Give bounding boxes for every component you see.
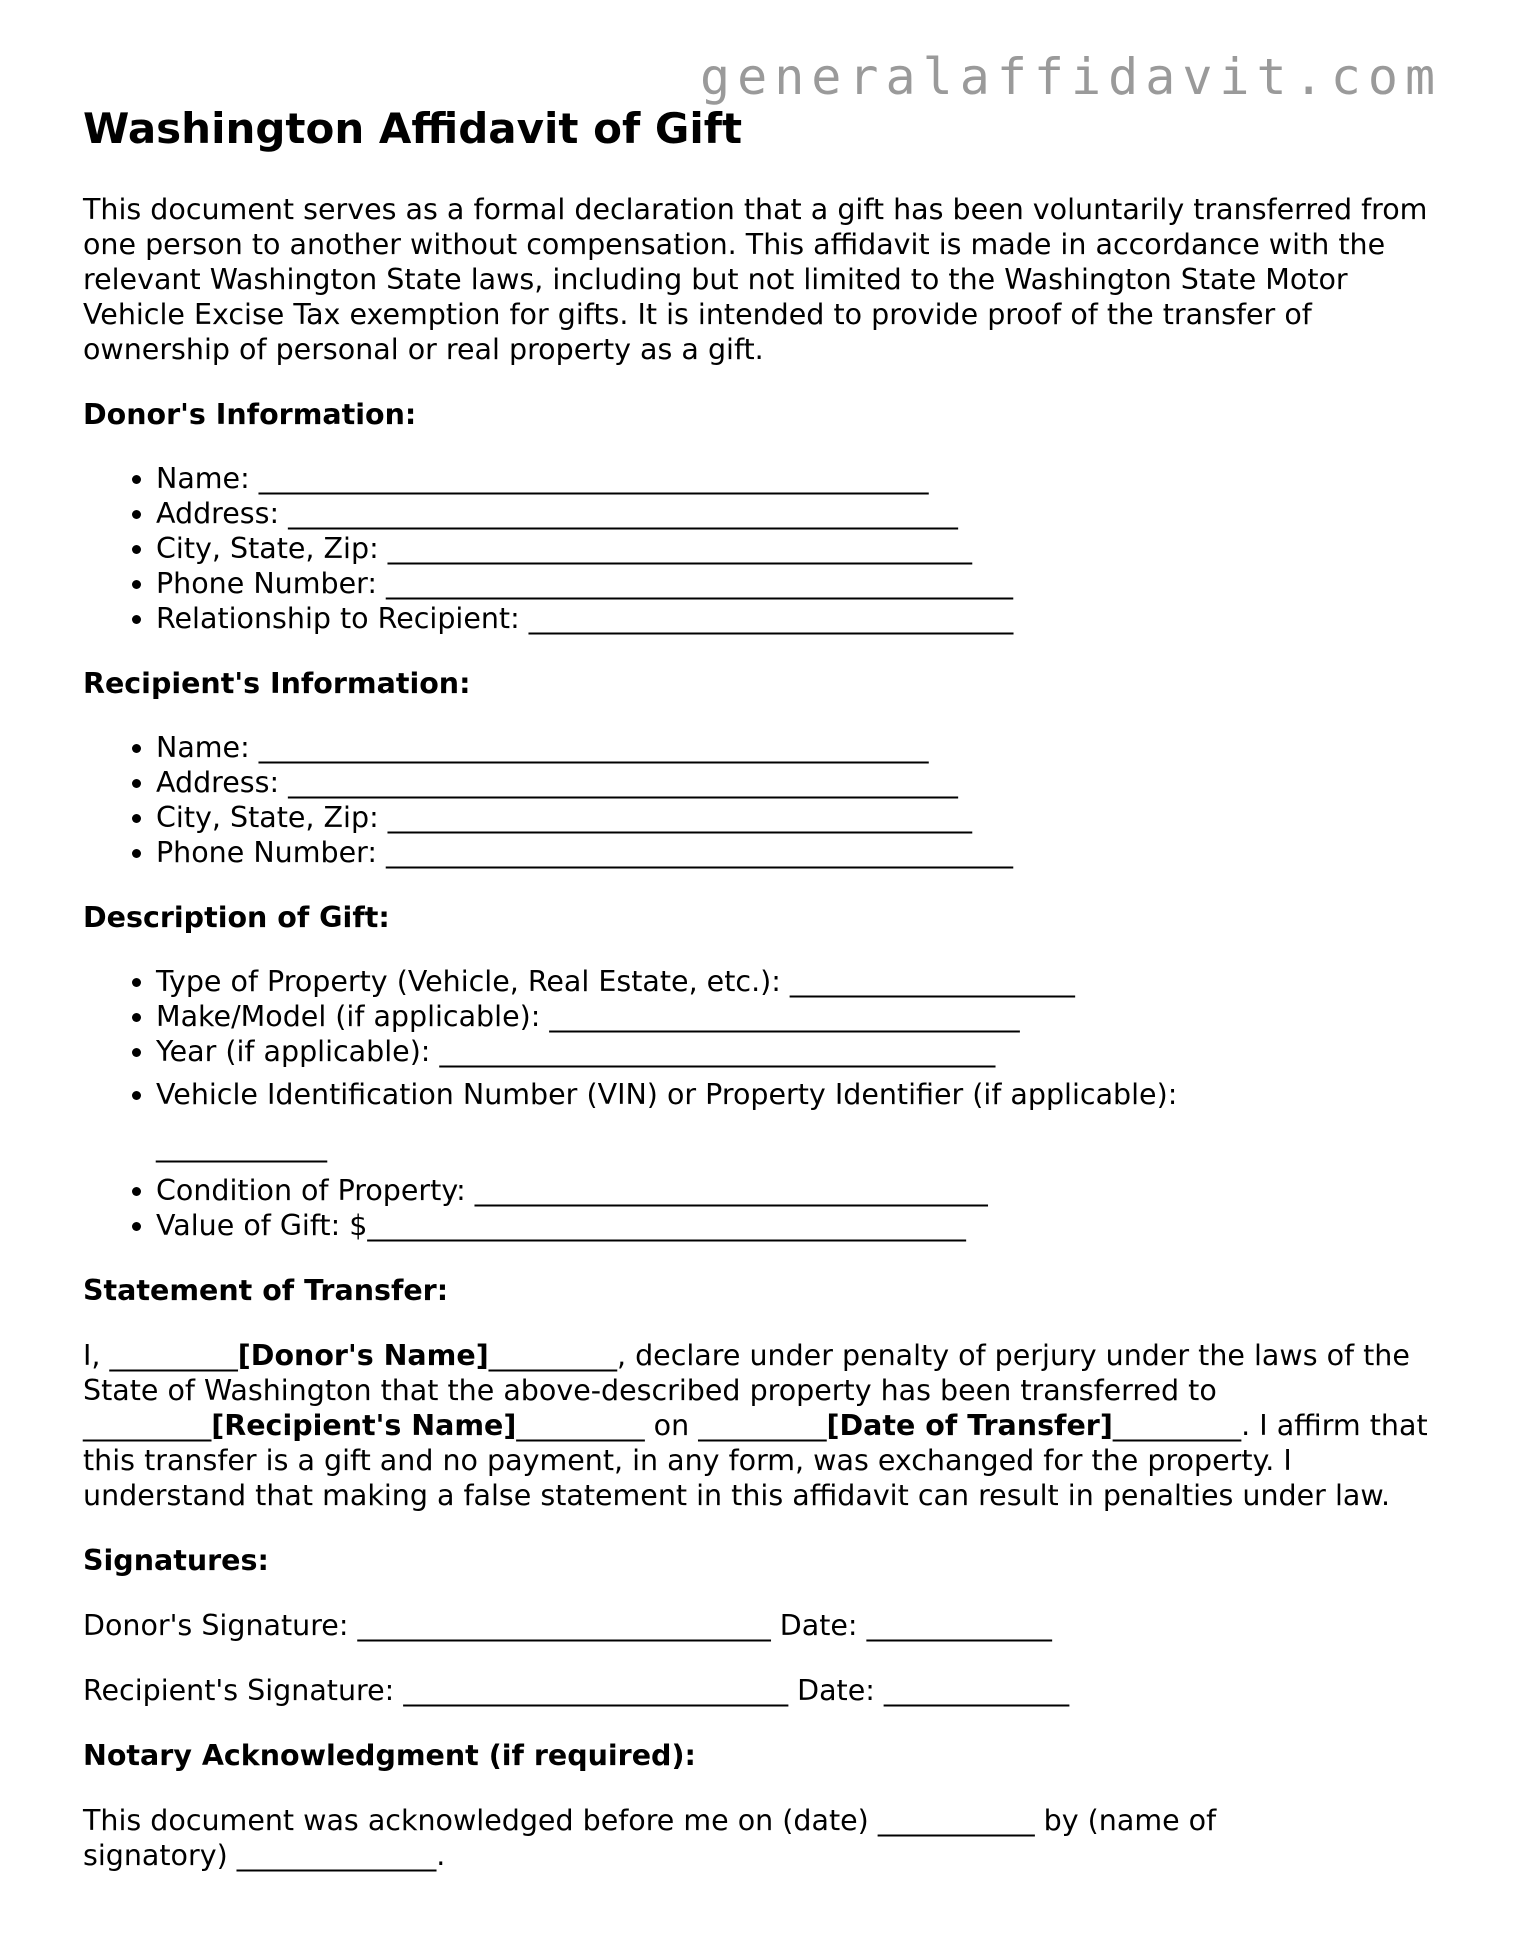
gift-make-model-field: • Make/Model (if applicable): _________________________________ bbox=[156, 999, 1443, 1034]
notary-heading: Notary Acknowledgment (if required): bbox=[83, 1739, 696, 1772]
donor-section bbox=[83, 397, 1443, 636]
donor-signature-line: Donor's Signature: _____________________________ Date: _____________ bbox=[83, 1609, 1052, 1642]
recipient-name-placeholder: [Recipient's Name] bbox=[211, 1409, 517, 1442]
statement-text-3: _________ on _________ bbox=[516, 1409, 827, 1442]
document-title: Washington Affidavit of Gift bbox=[83, 104, 743, 153]
site-watermark: generalaffidavit.com bbox=[700, 48, 1443, 106]
statement-heading: Statement of Transfer: bbox=[83, 1274, 449, 1307]
affidavit-content bbox=[83, 104, 1443, 1873]
notary-text: This document was acknowledged before me on (date) ___________ by (name of signatory) ______________. bbox=[83, 1804, 1217, 1872]
recipient-name-field: • Name: _______________________________________________ bbox=[156, 730, 1443, 765]
statement-text-1: I, _________ bbox=[83, 1339, 238, 1372]
gift-type-field: • Type of Property (Vehicle, Real Estate, etc.): ____________________ bbox=[156, 964, 1443, 999]
recipient-phone-field: • Phone Number: ____________________________________________ bbox=[156, 835, 1443, 870]
signatures-heading: Signatures: bbox=[83, 1544, 269, 1577]
donor-phone-field: • Phone Number: ____________________________________________ bbox=[156, 566, 1443, 601]
intro-paragraph: This document serves as a formal declaration that a gift has been voluntarily transferred from one person to another without compensation. This affidavit is made in accordance with the relevant Washington State laws, including but not limited to the Washington State Motor Vehicle Excise Tax exemption for gifts. It is intended to provide proof of the transfer of ownership of personal or real property as a gift. bbox=[83, 193, 1428, 366]
gift-section bbox=[83, 900, 1443, 1243]
transfer-date-placeholder: [Date of Transfer] bbox=[826, 1409, 1113, 1442]
recipient-heading: Recipient's Information: bbox=[83, 667, 471, 700]
gift-condition-field: • Condition of Property: ____________________________________ bbox=[156, 1173, 1443, 1208]
gift-year-field: • Year (if applicable): _______________________________________ bbox=[156, 1034, 1443, 1069]
recipient-section bbox=[83, 666, 1443, 870]
gift-fields-list bbox=[83, 964, 1443, 1243]
recipient-city-state-zip-field: • City, State, Zip: _________________________________________ bbox=[156, 800, 1443, 835]
notary-section bbox=[83, 1738, 1443, 1873]
donor-relationship-field: • Relationship to Recipient: __________________________________ bbox=[156, 601, 1443, 636]
donor-fields-list bbox=[83, 461, 1443, 636]
donor-heading: Donor's Information: bbox=[83, 398, 417, 431]
signatures-section bbox=[83, 1543, 1443, 1708]
statement-paragraph bbox=[83, 1338, 1433, 1513]
statement-text-2: _________, declare under penalty of perjury under the laws of the State of Washington that the above-described property has been transferred to _________ bbox=[83, 1339, 1410, 1442]
donor-name-field: • Name: _______________________________________________ bbox=[156, 461, 1443, 496]
gift-heading: Description of Gift: bbox=[83, 901, 390, 934]
donor-city-state-zip-field: • City, State, Zip: _________________________________________ bbox=[156, 531, 1443, 566]
recipient-signature-line: Recipient's Signature: ___________________________ Date: _____________ bbox=[83, 1674, 1070, 1707]
recipient-address-field: • Address: _______________________________________________ bbox=[156, 765, 1443, 800]
donor-name-placeholder: [Donor's Name] bbox=[237, 1339, 489, 1372]
statement-section bbox=[83, 1273, 1443, 1513]
gift-vin-field: • Vehicle Identification Number (VIN) or Property Identifier (if applicable): ____________ bbox=[156, 1069, 1306, 1173]
statement-text-4: _________. I affirm that this transfer is a gift and no payment, in any form, was exchanged for the property. I understand that making a false statement in this affidavit can result in penalties under law. bbox=[83, 1409, 1428, 1512]
donor-address-field: • Address: _______________________________________________ bbox=[156, 496, 1443, 531]
recipient-fields-list bbox=[83, 730, 1443, 870]
gift-value-field: • Value of Gift: $__________________________________________ bbox=[156, 1208, 1443, 1243]
